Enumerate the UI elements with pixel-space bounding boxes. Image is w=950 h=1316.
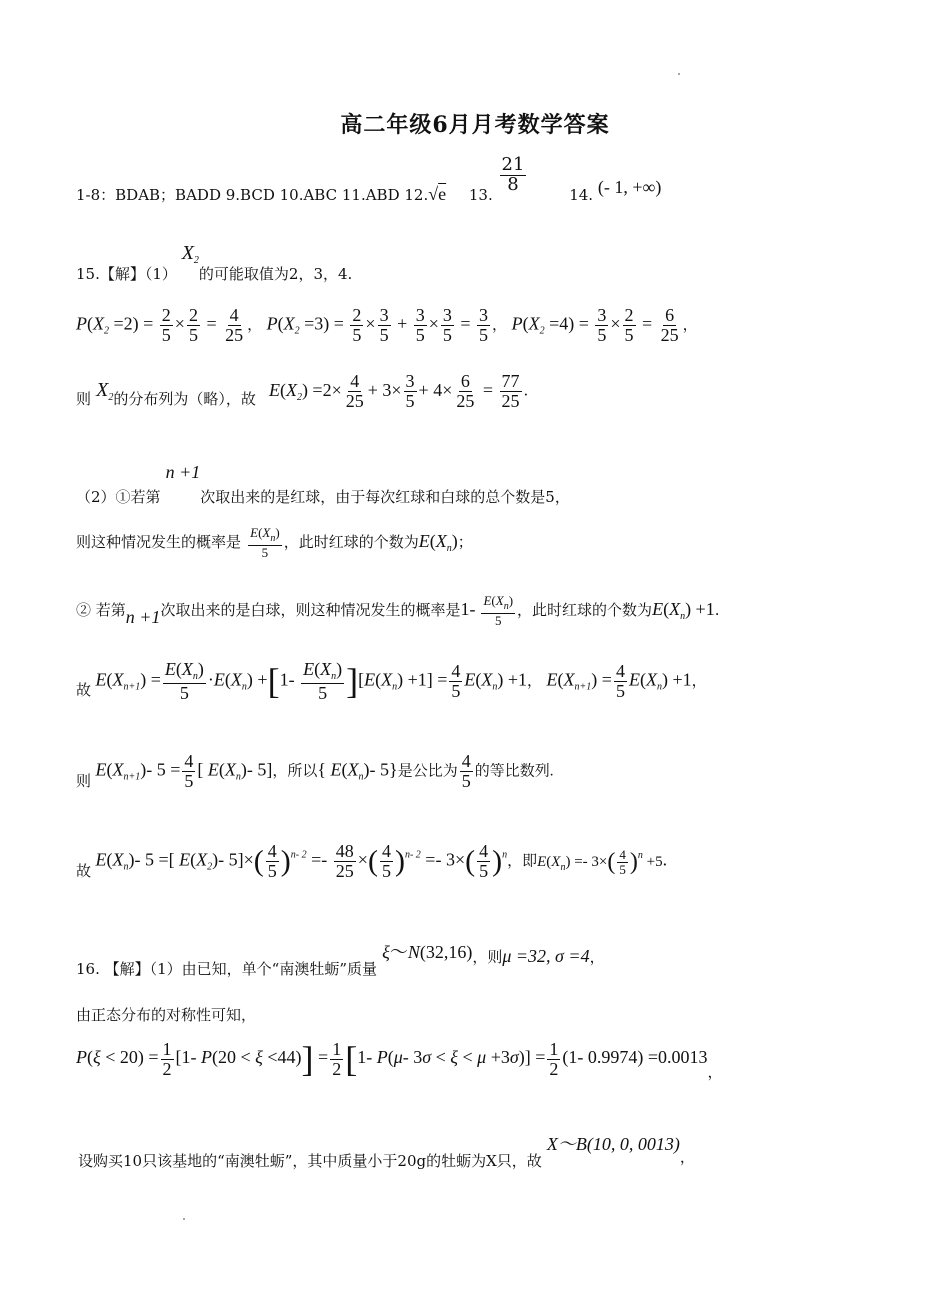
- q16-params: μ =32, σ =4: [502, 946, 590, 966]
- q15-red-ball-text: 次取出来的是红球，由于每次红球和白球的总个数是5，: [200, 488, 570, 506]
- answers-part1: 1-8：BDAB；BADD 9.BCD 10.ABC 11.ABD 12.: [76, 186, 429, 205]
- q14-value: (- 1, +∞): [597, 177, 662, 198]
- q15-expectation: 则 $X_2$的分布列为（略），故 $E(X_2) =2\times$ $\frac{4}{25}$ + 3× $\frac{3}{5}$ + 4× $\frac{6}{25}$ = $\frac{77}{25}$ .: [76, 371, 529, 411]
- q16-binomial-line: 设购买10只该基地的“南澳牡蛎”，其中质量小于20g的牡蛎为X只，故 X～B(10, 0, 0013)，: [78, 1134, 695, 1170]
- q15-case1-probability: 则这种情况发生的概率是 $\frac{E(X_n)}{5}$ ，此时红球的个数为$E(X_n)$；: [76, 525, 473, 560]
- q16-normal-calc: P(ξ < 20) = $\frac{1}{2}$ [1- P(20 < ξ <44)] = $\frac{1}{2}$ [1- P(μ- 3σ < ξ < μ +3σ)] = $\frac{1}{2}$ (1- $0.9974) =0.0013_,$: [76, 1038, 723, 1082]
- page-title: 高二年级6月月考数学答案: [340, 112, 610, 138]
- q15-distribution-text: 的分布列为（略），故: [113, 389, 256, 408]
- q15-part2-case1: （2）①若第 n +1次取出来的是红球，由于每次红球和白球的总个数是5，: [76, 462, 570, 506]
- q15-recurrence: $_故$ $E(X_{n+1})$ = $\frac{E(X_n)}{5}$ $\cdot E(X_n) +[1-$ $\frac{E(X_n)}{5}$ ]$[E(X_n) +1]$ = $\frac{4}{5}$ $E(X_n) +1$， $E(X_{n+1})$ = $\frac{4}{5}$ $E(X_n) +1$，: [76, 659, 707, 703]
- q15-probabilities: $P(X_2 =2)$ = $\frac{2}{5}$ × $\frac{2}{5}$ = $\frac{4}{25}$ ， $P(X_2 =3)$ = $\frac{2}{5}$ × $\frac{3}{5}$ + $\frac{3}{5}$ × $\frac{3}{5}$ = $\frac{3}{5}$ ， $P(X_2 =4)$ = $\frac{3}{5}$ × $\frac{2}{5}$ = $\frac{6}{25}$ ，: [76, 305, 698, 345]
- q16-binomial: X～B(10, 0, 0013): [546, 1134, 680, 1154]
- scan-speck: [678, 73, 680, 75]
- answers-line: 1-8：BDAB；BADD 9.BCD 10.ABC 11.ABD 12.√e 13. $\frac{21}{8}$ 14. (- 1, +∞): [76, 154, 662, 205]
- q15-part1-line: 15.【解】（1） $X_2$的可能取值为2，3，4.: [76, 242, 353, 283]
- q16-head-line: 16. 【解】（1）由已知，单个“南澳牡蛎”质量 ξ～N(32,16)，则μ =32, σ =4，: [76, 942, 605, 978]
- q13-fraction: $\frac{21}{8}$: [501, 154, 525, 195]
- q15-general-term: $_故$ $E(X_n)-$ 5 =[ $E(X_2)-$ 5]×( $\frac{4}{5}$ )$^{n- 2}$ =- $\frac{48}{25}$ ×( $\frac{4}{5}$ )$^{n- 2}$ =- 3×( $\frac{4}{5}$ )$^n$，即$E(X_n) =- 3\times$( $\frac{4}{5}$ )$^n$ +5.: [76, 841, 668, 881]
- q15-white-ball-text: 次取出来的是白球，则这种情况发生的概率是: [160, 601, 461, 620]
- q15-geometric: $_则$ $E(X_{n+1})-$ 5 = $\frac{4}{5}$ [ $E(X_n)-$ 5]，所以{ $E(X_n)-$ 5}是公比为 $\frac{4}{5}$ 的等比数列.: [76, 751, 554, 791]
- q15-x2-values: 的可能取值为2，3，4.: [198, 265, 353, 283]
- q16-head: 16. 【解】（1）由已知，单个“南澳牡蛎”质量: [76, 960, 378, 978]
- q16-result: 0.0013: [658, 1047, 708, 1068]
- q15-case2-probability: ② 若第n +1次取出来的是白球，则这种情况发生的概率是1- $\frac{E(X_n)}{5}$ ，此时红球的个数为$E(X_n) +1$.: [76, 593, 720, 628]
- q15-head: 15.【解】（1）: [76, 265, 177, 283]
- sqrt-e: e: [438, 184, 447, 205]
- scan-speck: [183, 1218, 185, 1220]
- q14-label: 14.: [569, 186, 594, 205]
- q16-symmetry-text: 由正态分布的对称性可知，: [76, 1006, 257, 1024]
- q13-label: 13.: [468, 186, 493, 205]
- q16-purchase-text: 设购买10只该基地的“南澳牡蛎”，其中质量小于20g的牡蛎为X只，故: [78, 1152, 542, 1170]
